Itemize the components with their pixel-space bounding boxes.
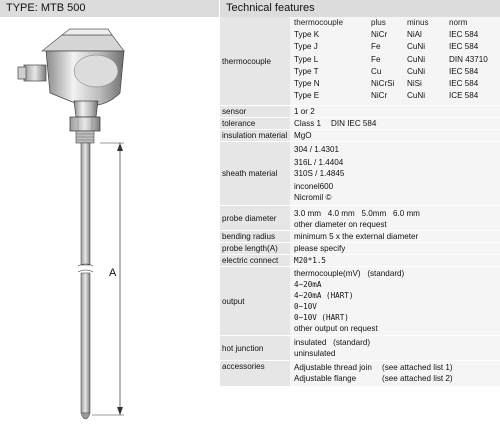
thermocouple-cell: Cu [371,66,382,76]
label-bending: bending radius [220,231,290,242]
accessory-name: Adjustable thread join [294,363,372,372]
label-probe-diameter: probe diameter [220,206,290,230]
probe-diameter-value: other diameter on request [294,220,387,229]
thermocouple-cell: Type J [294,42,318,52]
output-value: 0~10V [294,302,317,311]
sheath-value: inconel600 [294,182,334,191]
thermocouple-cell: CuNi [407,42,425,52]
accessory-name: Adjustable flange [294,374,357,383]
row-insulation [220,130,500,142]
thermocouple-cell: IEC 584 [449,30,479,40]
thermocouple-cell: CuNi [407,66,425,76]
row-thermocouple [220,17,500,106]
tech-title: Technical features [226,2,315,14]
thermocouple-column-header: plus [371,18,386,27]
label-tolerance: tolerance [220,118,290,129]
sheath-value: 310S / 1.4845 [294,169,345,178]
row-accessories [220,361,500,387]
hot-junction-value: uninsulated [294,349,336,358]
bending-value: minimum 5 x the external diameter [294,232,419,241]
label-hot-junction: hot junction [220,336,290,360]
thermocouple-cell: ICE 584 [449,91,479,101]
sheath-value: 304 / 1.4301 [294,145,340,154]
thermocouple-cell: Type E [294,91,320,101]
thermocouple-cell: IEC 584 [449,79,479,89]
thermocouple-cell: Type K [294,30,320,40]
row-probe-diameter [220,206,500,231]
accessory-ref: (see attached list 1) [382,363,453,372]
insulation-value: MgO [294,131,312,140]
row-sensor [220,106,500,118]
row-tolerance [220,118,500,130]
label-sensor: sensor [220,106,290,117]
thermocouple-cell: Type L [294,54,319,64]
thermocouple-cell: IEC 584 [449,66,479,76]
accessory-ref: (see attached list 2) [382,374,453,383]
label-electric: electric connect [220,255,290,266]
thermocouple-drawing [0,17,219,426]
row-electric [220,255,500,267]
tech-header [219,0,500,17]
thermocouple-grid [294,17,500,102]
thermocouple-cell: Type T [294,66,319,76]
row-probe-length [220,243,500,255]
thermocouple-cell: IEC 584 [449,42,479,52]
thermocouple-grid-cell [290,17,500,105]
output-value: 0~10V (HART) [294,313,349,322]
dimension-a [92,143,124,415]
row-bending [220,231,500,243]
type-header [0,0,219,17]
thermocouple-cell: CuNi [407,91,425,101]
thermocouple-cell: CuNi [407,54,425,64]
thermocouple-cell: Type N [294,79,320,89]
output-value: thermocouple(mV) (standard) [294,269,405,278]
label-output: output [220,267,290,335]
output-value: 4~20mA (HART) [294,291,354,300]
thermocouple-cell: NiCr [371,30,388,40]
thermocouple-cell: Fe [371,54,381,64]
sheath-value: 316L / 1.4404 [294,158,344,167]
output-value: 4~20mA [294,280,322,289]
thermocouple-cell: DIN 43710 [449,54,488,64]
sensor-value: 1 or 2 [294,107,315,116]
hot-junction-value: insulated (standard) [294,338,371,347]
tolerance-class: Class 1 [294,119,321,128]
tolerance-norm: DIN IEC 584 [331,119,377,128]
label-accessories: accessories [220,361,290,386]
electric-value: M20*1.5 [294,256,327,265]
label-thermocouple: thermocouple [220,17,290,105]
spec-table [220,17,500,387]
probe-length-value: please specify [294,244,346,253]
probe-sheath [78,143,93,419]
sheath-value: Nicromil © [294,193,332,202]
thermocouple-cell: Fe [371,42,381,52]
dimension-label: A [109,267,117,279]
thermocouple-column-header: minus [407,18,429,27]
output-value: other output on request [294,324,378,333]
thermocouple-column-header: thermocouple [294,18,344,27]
thermocouple-cell: NiCrSi [371,79,395,89]
thermocouple-cell: NiSi [407,79,422,89]
thermocouple-illustration [0,17,219,426]
row-sheath [220,142,500,206]
row-hot-junction [220,336,500,361]
label-insulation: insulation material [220,130,290,141]
thermocouple-column-header: norm [449,18,468,27]
probe-diameter-value: 3.0 mm 4.0 mm 5.0mm 6.0 mm [294,209,420,218]
thermocouple-cell: NiAl [407,30,422,40]
label-sheath: sheath material [220,142,290,205]
row-output [220,267,500,336]
thermocouple-cell: NiCr [371,91,388,101]
label-probe-length: probe length(A) [220,243,290,254]
connection-head [18,29,124,143]
type-label: TYPE: MTB 500 [6,2,86,14]
